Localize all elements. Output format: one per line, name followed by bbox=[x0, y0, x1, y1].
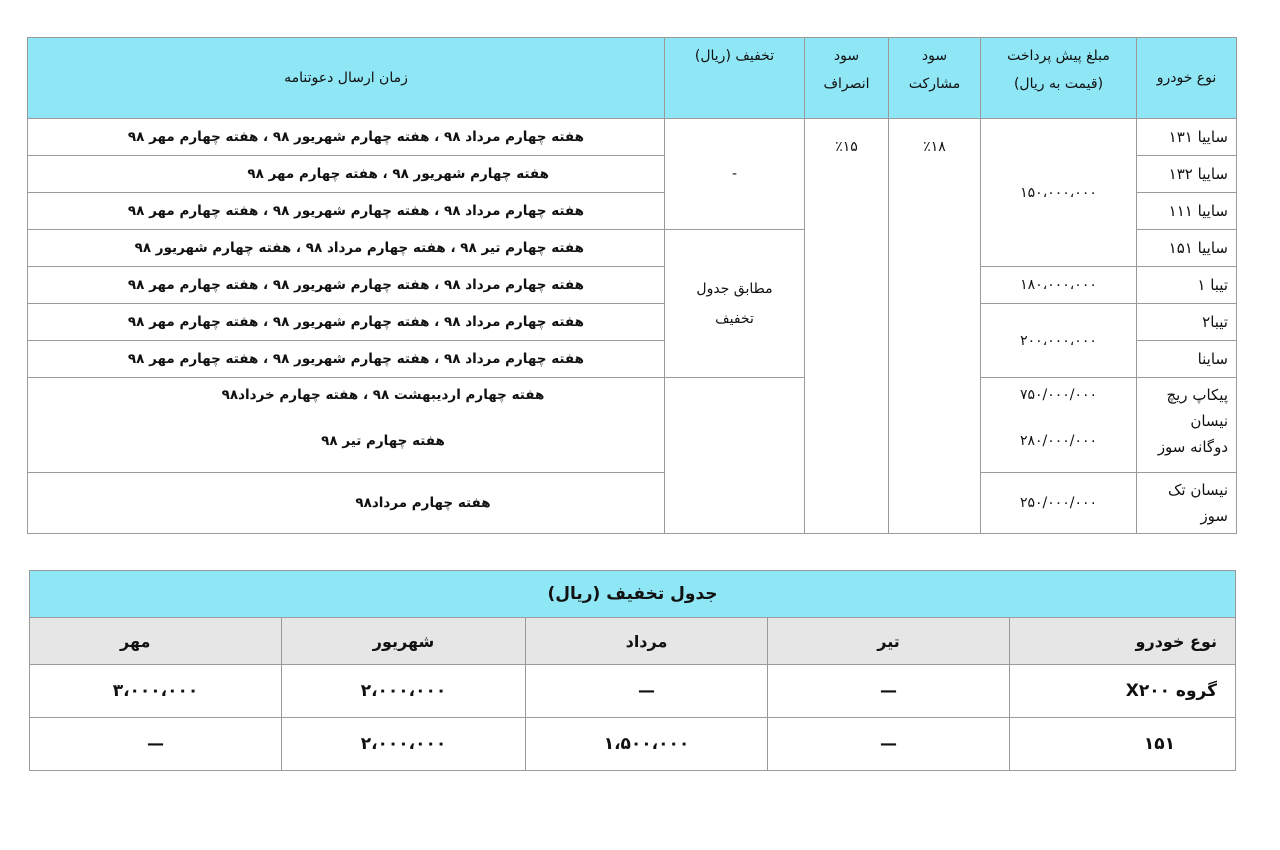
shahrivar-cell: ۲،۰۰۰،۰۰۰ bbox=[282, 665, 526, 718]
price-cell: ۱۸۰،۰۰۰،۰۰۰ bbox=[981, 267, 1137, 304]
discount-dash-cell: - bbox=[665, 119, 805, 230]
time-line: هفته چهارم تیر ۹۸ bbox=[321, 433, 445, 449]
header-invitation-time: زمان ارسال دعوتنامه bbox=[28, 38, 665, 119]
invitation-time-cell: هفته چهارم مرداد ۹۸ ، هفته چهارم شهریور ۹۸ ، هفته چهارم مهر ۹۸ bbox=[28, 119, 665, 156]
mordad-cell: — bbox=[526, 665, 768, 718]
header-prepayment bbox=[981, 38, 1137, 119]
car-cell: تیبا۲ bbox=[1137, 304, 1237, 341]
mehr-cell: ۳،۰۰۰،۰۰۰ bbox=[30, 665, 282, 718]
header-tir: تیر bbox=[768, 618, 1010, 665]
discount-table-title: جدول تخفیف (ریال) bbox=[30, 571, 1236, 618]
table-row bbox=[30, 665, 1236, 718]
header-car-type: نوع خودرو bbox=[1137, 38, 1237, 119]
car-cell: گروه X۲۰۰ bbox=[1010, 665, 1236, 718]
header-partnership-profit bbox=[889, 38, 981, 119]
invitation-time-cell: هفته چهارم مرداد ۹۸ ، هفته چهارم شهریور ۹۸ ، هفته چهارم مهر ۹۸ bbox=[28, 267, 665, 304]
partnership-profit-cell: ٪۱۸ bbox=[889, 119, 981, 534]
car-line: نیسان bbox=[1190, 412, 1228, 430]
header-car-type: نوع خودرو bbox=[1010, 618, 1236, 665]
table-row bbox=[28, 378, 1237, 473]
price-cell: ۲۵۰/۰۰۰/۰۰۰ bbox=[981, 473, 1137, 534]
discount-ref-line2: تخفیف bbox=[715, 310, 754, 327]
mordad-cell: ۱،۵۰۰،۰۰۰ bbox=[526, 718, 768, 771]
invitation-time-cell: هفته چهارم مرداد ۹۸ ، هفته چهارم شهریور ۹۸ ، هفته چهارم مهر ۹۸ bbox=[28, 341, 665, 378]
car-cell: ساینا bbox=[1137, 341, 1237, 378]
header-partnership-line2: مشارکت bbox=[908, 76, 961, 92]
header-prepayment-line2: (قیمت به ریال) bbox=[1013, 76, 1104, 92]
conditions-header-row bbox=[28, 38, 1237, 119]
header-partnership-line1: سود bbox=[921, 48, 948, 64]
car-cell: ساییا ۱۳۱ bbox=[1137, 119, 1237, 156]
invitation-time-cell: هفته چهارم شهریور ۹۸ ، هفته چهارم مهر ۹۸ bbox=[28, 156, 665, 193]
tir-cell: — bbox=[768, 665, 1010, 718]
discount-table bbox=[29, 570, 1236, 771]
discount-title-row bbox=[30, 571, 1236, 618]
header-discount: تخفیف (ریال) bbox=[665, 38, 805, 119]
discount-ref-line1: مطابق جدول bbox=[696, 280, 773, 297]
table-row bbox=[28, 119, 1237, 156]
table-row bbox=[28, 473, 1237, 534]
spacer bbox=[987, 408, 1130, 428]
shahrivar-cell: ۲،۰۰۰،۰۰۰ bbox=[282, 718, 526, 771]
car-cell: ساییا ۱۱۱ bbox=[1137, 193, 1237, 230]
price-nissan-dual: ۲۸۰/۰۰۰/۰۰۰ bbox=[1019, 433, 1098, 449]
price-cell bbox=[981, 378, 1137, 473]
mehr-cell: — bbox=[30, 718, 282, 771]
discount-table-ref-cell bbox=[665, 230, 805, 378]
price-cell: ۲۰۰،۰۰۰،۰۰۰ bbox=[981, 304, 1137, 378]
car-line: دوگانه سوز bbox=[1157, 438, 1228, 456]
car-cell: ساییا ۱۳۲ bbox=[1137, 156, 1237, 193]
header-cancel-profit bbox=[805, 38, 889, 119]
table-row bbox=[30, 718, 1236, 771]
time-line: هفته چهارم اردیبهشت ۹۸ ، هفته چهارم خرداد۹۸ bbox=[221, 387, 545, 403]
spacer bbox=[108, 408, 658, 428]
header-mehr: مهر bbox=[30, 618, 282, 665]
table-row bbox=[28, 304, 1237, 341]
header-cancel-line1: سود bbox=[833, 48, 860, 64]
car-line: نیسان تک bbox=[1167, 481, 1228, 499]
car-line: پیکاپ ریچ bbox=[1166, 386, 1228, 404]
price-cell: ۱۵۰،۰۰۰،۰۰۰ bbox=[981, 119, 1137, 267]
car-cell: ۱۵۱ bbox=[1010, 718, 1236, 771]
invitation-time-cell: هفته چهارم مرداد ۹۸ ، هفته چهارم شهریور ۹۸ ، هفته چهارم مهر ۹۸ bbox=[28, 193, 665, 230]
discount-header-row bbox=[30, 618, 1236, 665]
car-cell bbox=[1137, 378, 1237, 473]
cancel-profit-cell: ٪۱۵ bbox=[805, 119, 889, 534]
header-mordad: مرداد bbox=[526, 618, 768, 665]
table-row bbox=[28, 267, 1237, 304]
car-cell: تیبا ۱ bbox=[1137, 267, 1237, 304]
price-pickup: ۷۵۰/۰۰۰/۰۰۰ bbox=[1019, 387, 1098, 403]
car-cell: ساییا ۱۵۱ bbox=[1137, 230, 1237, 267]
invitation-time-cell bbox=[28, 378, 665, 473]
header-shahrivar: شهریور bbox=[282, 618, 526, 665]
header-cancel-line2: انصراف bbox=[823, 76, 870, 92]
discount-empty-cell bbox=[665, 378, 805, 534]
invitation-time-cell: هفته چهارم مرداد ۹۸ ، هفته چهارم شهریور ۹۸ ، هفته چهارم مهر ۹۸ bbox=[28, 304, 665, 341]
car-cell bbox=[1137, 473, 1237, 534]
car-line: سوز bbox=[1200, 507, 1228, 525]
conditions-table bbox=[27, 37, 1237, 534]
invitation-time-cell: هفته چهارم مرداد۹۸ bbox=[28, 473, 665, 534]
header-prepayment-line1: مبلغ پیش پرداخت bbox=[1007, 48, 1110, 64]
invitation-time-cell: هفته چهارم تیر ۹۸ ، هفته چهارم مرداد ۹۸ ، هفته چهارم شهریور ۹۸ bbox=[28, 230, 665, 267]
tir-cell: — bbox=[768, 718, 1010, 771]
